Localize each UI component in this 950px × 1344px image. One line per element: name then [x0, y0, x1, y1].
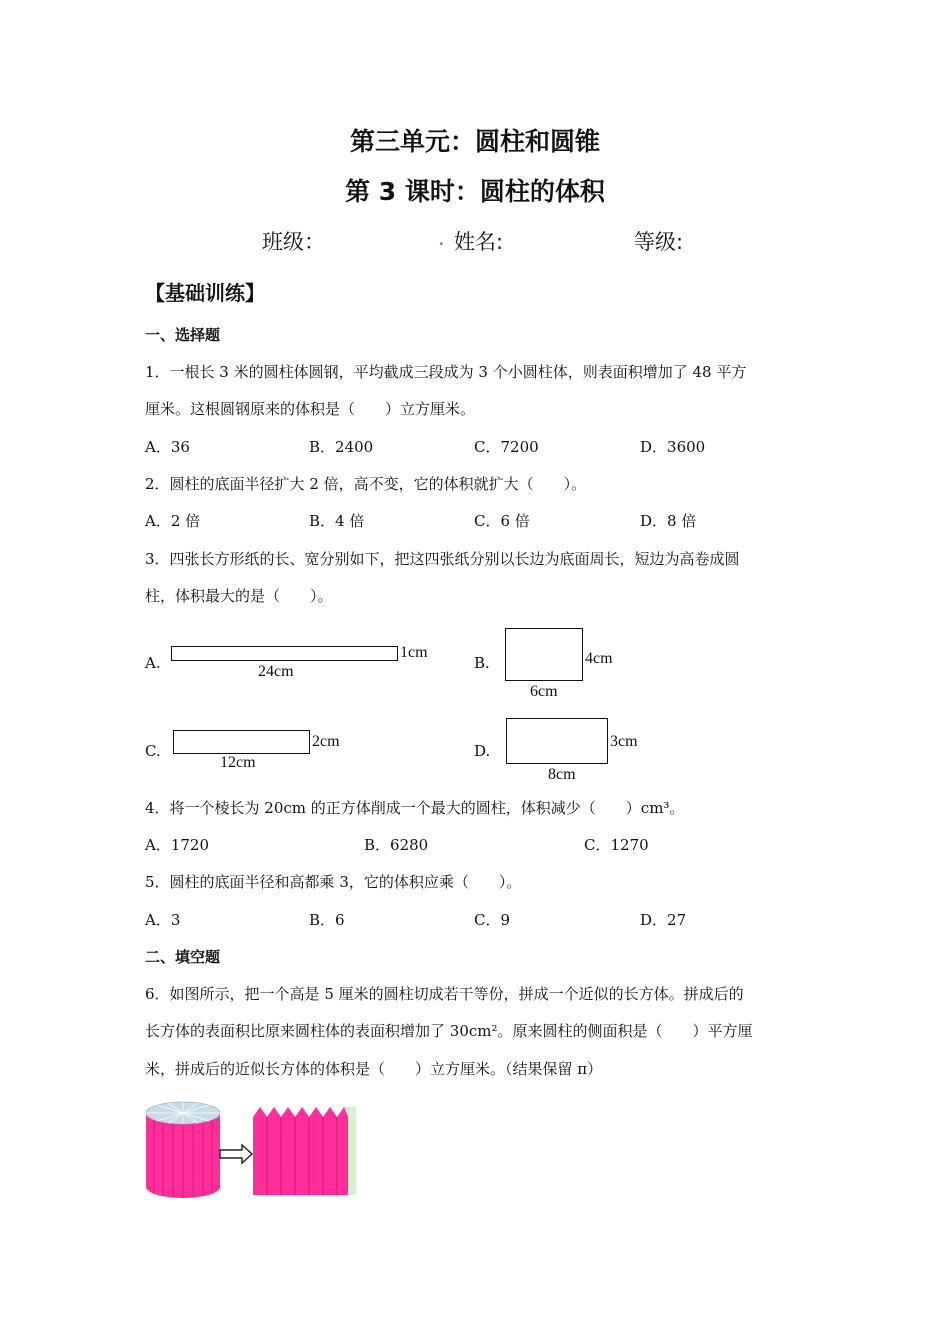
- part1-title: 一、选择题: [145, 326, 221, 344]
- q2-option-a[interactable]: A．2 倍: [145, 512, 201, 530]
- cuboid-figure: [253, 1107, 356, 1195]
- q3-figure-d-length: 8cm: [548, 766, 576, 783]
- q3-text-line2: 柱，体积最大的是（ ）。: [145, 587, 333, 605]
- q2-option-c[interactable]: C．6 倍: [474, 512, 530, 530]
- cylinder-figure: [146, 1102, 220, 1198]
- q5-option-d[interactable]: D．27: [640, 911, 687, 929]
- q6-illustration: [140, 1095, 370, 1205]
- q1-option-c[interactable]: C．7200: [474, 438, 539, 456]
- q5-option-a[interactable]: A．3: [145, 911, 181, 929]
- name-label: 姓名:: [454, 230, 504, 254]
- q3-figure-b-length: 6cm: [530, 683, 558, 700]
- q5-option-b[interactable]: B．6: [309, 911, 345, 929]
- q4-option-c[interactable]: C．1270: [584, 836, 649, 854]
- q1-text-line2: 厘米。这根圆钢原来的体积是（ ）立方厘米。: [145, 400, 476, 418]
- q3-figure-d-letter[interactable]: D.: [474, 742, 491, 760]
- q2-text: 2．圆柱的底面半径扩大 2 倍，高不变，它的体积就扩大（ ）。: [145, 475, 587, 493]
- q4-text: 4．将一个棱长为 20cm 的正方体削成一个最大的圆柱，体积减少（ ）cm³。: [145, 799, 685, 817]
- q5-option-c[interactable]: C．9: [474, 911, 511, 929]
- class-label: 班级：: [262, 230, 325, 254]
- q3-figure-c-length: 12cm: [220, 754, 256, 771]
- q6-text-line3: 米，拼成后的近似长方体的体积是（ ）立方厘米。（结果保留 π）: [145, 1060, 603, 1078]
- q3-figure-c-rectangle: [173, 730, 310, 754]
- q3-figure-c-width: 2cm: [312, 733, 340, 750]
- lesson-title: 第 3 课时：圆柱的体积: [345, 177, 605, 206]
- q3-figure-a-width: 1cm: [400, 644, 428, 661]
- q3-figure-a-letter[interactable]: A.: [145, 654, 161, 672]
- unit-title: 第三单元：圆柱和圆锥: [349, 127, 600, 156]
- q1-option-a[interactable]: A．36: [145, 438, 190, 456]
- separator-dot: .: [438, 226, 445, 250]
- q6-text-line2: 长方体的表面积比原来圆柱体的表面积增加了 30cm²。原来圆柱的侧面积是（ ）平方厘: [145, 1022, 753, 1040]
- q3-text-line1: 3．四张长方形纸的长、宽分别如下，把这四张纸分别以长边为底面周长，短边为高卷成圆: [145, 550, 740, 568]
- q4-option-a[interactable]: A．1720: [145, 836, 210, 854]
- q3-figure-d-rectangle: [506, 718, 608, 764]
- q1-text-line1: 1．一根长 3 米的圆柱体圆钢，平均截成三段成为 3 个小圆柱体，则表面积增加了 48 平方: [145, 363, 747, 381]
- q4-option-b[interactable]: B．6280: [364, 836, 429, 854]
- q6-text-line1: 6．如图所示，把一个高是 5 厘米的圆柱切成若干等份，拼成一个近似的长方体。拼成后的: [145, 985, 744, 1003]
- q2-option-b[interactable]: B．4 倍: [309, 512, 365, 530]
- q3-figure-b-rectangle: [505, 628, 583, 681]
- q3-figure-b-letter[interactable]: B.: [474, 654, 490, 672]
- q1-option-b[interactable]: B．2400: [309, 438, 374, 456]
- q2-option-d[interactable]: D．8 倍: [640, 512, 697, 530]
- q1-option-d[interactable]: D．3600: [640, 438, 706, 456]
- q3-figure-b-width: 4cm: [585, 650, 613, 667]
- q5-text: 5．圆柱的底面半径和高都乘 3，它的体积应乘（ ）。: [145, 873, 522, 891]
- q3-figure-c-letter[interactable]: C.: [145, 742, 161, 760]
- part2-title: 二、填空题: [145, 948, 221, 966]
- q3-figure-d-width: 3cm: [610, 733, 638, 750]
- section-title: 【基础训练】: [145, 281, 265, 305]
- grade-label: 等级:: [634, 230, 684, 254]
- q3-figure-a-length: 24cm: [258, 663, 294, 680]
- arrow-right-icon: [220, 1145, 252, 1163]
- q3-figure-a-rectangle: [171, 646, 398, 661]
